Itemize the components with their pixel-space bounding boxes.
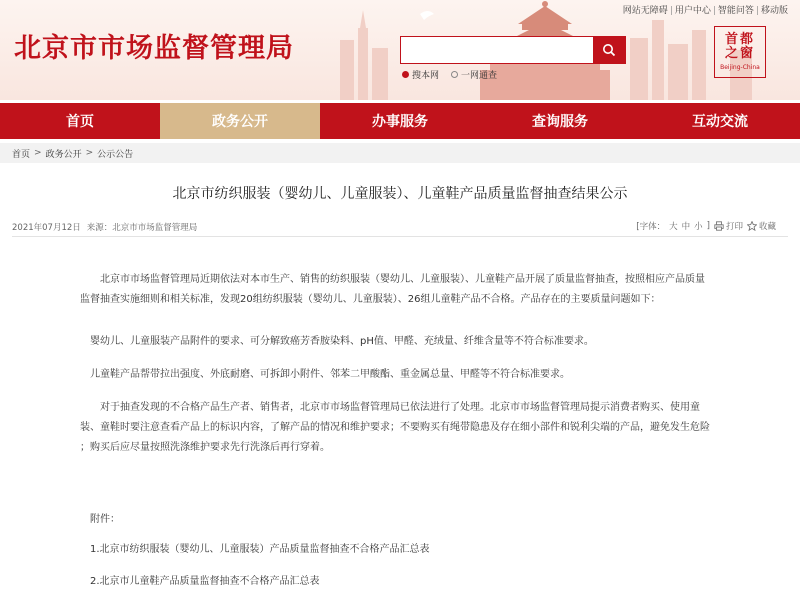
- search-scope-site[interactable]: 搜本网: [402, 68, 439, 81]
- nav-services[interactable]: 办事服务: [372, 114, 428, 130]
- search-icon: [602, 43, 616, 57]
- publish-date: 2021年07月12日: [12, 223, 81, 233]
- paragraph-intro: 北京市市场监督管理局近期依法对本市生产、销售的纺织服装（婴幼儿、儿童服装）、儿童鞋产品开展了质量监督抽查，按照相应产品质量 监督抽查实施细则和相关标准，发现20组纺织服装（婴幼儿、儿童服装）、26组儿童鞋产品不合格。产品存在的主要质量问题如下：: [80, 274, 705, 305]
- radio-selected-icon: [402, 71, 409, 78]
- article-meta: [12, 217, 788, 237]
- attachments-heading: 附件：: [90, 514, 120, 525]
- radio-unselected-icon: [451, 71, 458, 78]
- print-button[interactable]: 打印: [714, 220, 743, 232]
- toplink-mobile[interactable]: 移动版: [760, 6, 788, 16]
- breadcrumb-home[interactable]: 首页: [12, 149, 31, 160]
- article-title: 北京市纺织服装（婴幼儿、儿童服装）、儿童鞋产品质量监督抽查结果公示: [172, 186, 628, 202]
- nav-query[interactable]: 查询服务: [532, 114, 588, 130]
- attachment-link-shoes[interactable]: 2.北京市儿童鞋产品质量监督抽查不合格产品汇总表: [90, 576, 320, 587]
- attachment-link-clothing[interactable]: 1.北京市纺织服装（婴幼儿、儿童服装）产品质量监督抽查不合格产品汇总表: [90, 544, 430, 555]
- search-box: [400, 36, 626, 64]
- search-button[interactable]: [593, 37, 625, 63]
- site-title: 北京市市场监督管理局: [14, 33, 294, 64]
- font-size-close: ]: [706, 221, 710, 231]
- nav-government-affairs[interactable]: 政务公开: [160, 103, 320, 139]
- site-header: [0, 0, 800, 100]
- paragraph-shoe-issues: 儿童鞋产品帮带拉出强度、外底耐磨、可拆卸小附件、邻苯二甲酸酯、重金属总量、甲醛等不符合标准要求。: [90, 369, 570, 380]
- font-size-label: [字体：: [636, 222, 666, 232]
- breadcrumb: 首页 > 政务公开 > 公示公告: [0, 143, 800, 163]
- capital-window-logo[interactable]: 首都 之窗 Beijing-China: [714, 26, 766, 78]
- toplink-smart-qa[interactable]: 智能问答: [717, 6, 754, 16]
- toplink-user-center[interactable]: 用户中心: [674, 6, 711, 16]
- toplink-accessibility[interactable]: 网站无障碍: [622, 6, 668, 16]
- nav-interaction[interactable]: 互动交流: [692, 114, 748, 130]
- top-links: 网站无障碍 | 用户中心 | 智能问答 | 移动版: [622, 6, 788, 16]
- nav-home[interactable]: 首页: [66, 114, 94, 130]
- search-input[interactable]: [401, 37, 593, 63]
- star-icon: [747, 221, 757, 231]
- breadcrumb-announcements[interactable]: 公示公告: [97, 149, 134, 160]
- paragraph-consumer-advice: 对于抽查发现的不合格产品生产者、销售者，北京市市场监督管理局已依法进行了处理。北京市市场监督管理局提示消费者购买、使用童 装、童鞋时要注意查看产品上的标识内容，了解产品的情况和维护要求；不要购买有绳带隐患及存在细小部件和锐利尖端的产品，避免发生危险 ；购买后应尽量按照洗涤维护要求先行洗涤后再行穿着。: [80, 402, 710, 453]
- paragraph-clothing-issues: 婴幼儿、儿童服装产品附件的要求、可分解致癌芳香胺染料、pH值、甲醛、充绒量、纤维含量等不符合标准要求。: [90, 336, 594, 347]
- main-nav: [0, 103, 800, 139]
- article-source: 来源：北京市市场监督管理局: [86, 223, 198, 233]
- font-size-large[interactable]: 大: [669, 222, 678, 232]
- print-icon: [714, 221, 724, 231]
- breadcrumb-government-affairs[interactable]: 政务公开: [45, 149, 82, 160]
- collect-button[interactable]: 收藏: [747, 220, 776, 232]
- search-scope-options: [402, 68, 497, 81]
- search-scope-all[interactable]: 一网通查: [451, 68, 497, 81]
- font-size-medium[interactable]: 中: [681, 222, 691, 232]
- font-size-small[interactable]: 小: [694, 222, 703, 232]
